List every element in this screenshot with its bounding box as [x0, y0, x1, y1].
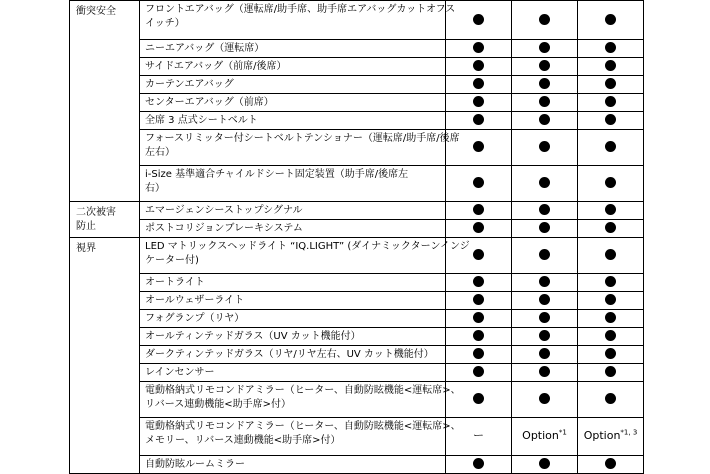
value-cell [578, 76, 644, 94]
item-cell [140, 274, 446, 292]
standard-dot-icon [539, 14, 550, 25]
item-label: ニーエアバッグ（運転席） [145, 43, 265, 54]
not-available-dash: ー [473, 429, 484, 442]
item-label: レインセンサー [145, 367, 215, 378]
value-cell [446, 310, 512, 328]
value-cell [512, 40, 578, 58]
table-row [70, 166, 644, 202]
item-cell [140, 130, 460, 166]
item-label: イッチ） [145, 18, 185, 29]
item-label: i-Size 基準適合チャイルドシート固定装置（助手席/後席左 [145, 169, 409, 180]
value-cell [512, 1, 578, 40]
table-row [70, 1, 644, 40]
value-cell [446, 220, 512, 238]
value-cell [578, 382, 644, 418]
item-cell [140, 310, 446, 328]
item-label: 電動格納式リモコンドアミラー（ヒーター、自動防眩機能<運転席>、 [145, 421, 461, 432]
standard-dot-icon [473, 177, 484, 188]
category-cell [70, 238, 140, 474]
item-label: 全席 3 点式シートベルト [145, 115, 258, 126]
value-cell [446, 58, 512, 76]
standard-dot-icon [539, 312, 550, 323]
standard-dot-icon [605, 177, 616, 188]
table-row [70, 58, 644, 76]
standard-dot-icon [539, 78, 550, 89]
value-cell [446, 112, 512, 130]
value-cell [512, 202, 578, 220]
item-cell [140, 382, 461, 418]
value-cell [446, 456, 512, 474]
standard-dot-icon [473, 96, 484, 107]
standard-dot-icon [605, 204, 616, 215]
item-label: サイドエアバッグ（前席/後席） [145, 61, 287, 72]
value-cell [578, 202, 644, 220]
standard-dot-icon [539, 393, 550, 404]
value-cell [446, 328, 512, 346]
value-cell [578, 328, 644, 346]
value-cell [512, 238, 578, 274]
standard-dot-icon [539, 249, 550, 260]
value-cell [578, 346, 644, 364]
standard-dot-icon [539, 60, 550, 71]
category-cell [70, 202, 140, 238]
option-text: Option [522, 429, 559, 442]
table-row [70, 418, 644, 456]
table-row [70, 202, 644, 220]
standard-dot-icon [539, 114, 550, 125]
standard-dot-icon [605, 60, 616, 71]
item-label: エマージェンシーストップシグナル [145, 205, 303, 216]
standard-dot-icon [539, 366, 550, 377]
standard-dot-icon [473, 366, 484, 377]
standard-dot-icon [605, 366, 616, 377]
standard-dot-icon [473, 204, 484, 215]
standard-dot-icon [605, 96, 616, 107]
item-label: カーテンエアバッグ [145, 79, 234, 90]
item-label: センターエアバッグ（前席） [145, 97, 274, 108]
item-label: メモリー、リバース連動機能<助手席>付） [145, 435, 341, 446]
value-cell [446, 76, 512, 94]
value-cell [512, 274, 578, 292]
item-cell [140, 364, 446, 382]
value-cell [512, 220, 578, 238]
standard-dot-icon [605, 222, 616, 233]
item-label: 左右） [145, 147, 175, 158]
value-cell [512, 130, 578, 166]
table-row [70, 94, 644, 112]
option-footnote: *1, 3 [620, 428, 638, 437]
standard-dot-icon [605, 458, 616, 469]
standard-dot-icon [539, 276, 550, 287]
standard-dot-icon [473, 141, 484, 152]
standard-dot-icon [539, 222, 550, 233]
standard-dot-icon [473, 14, 484, 25]
item-label: 自動防眩ルームミラー [145, 459, 245, 470]
item-cell [140, 40, 446, 58]
value-cell [578, 418, 644, 456]
standard-dot-icon [605, 42, 616, 53]
standard-dot-icon [605, 78, 616, 89]
value-cell [446, 274, 512, 292]
standard-dot-icon [539, 294, 550, 305]
item-label: オールティンテッドガラス（UV カット機能付） [145, 331, 361, 342]
option-label [584, 429, 638, 442]
value-cell [578, 292, 644, 310]
item-label: ダークティンテッドガラス（リヤ/リヤ左右、UV カット機能付） [145, 349, 434, 360]
table-row [70, 310, 644, 328]
value-cell [512, 456, 578, 474]
value-cell [446, 364, 512, 382]
table-row [70, 130, 644, 166]
table-row [70, 238, 644, 274]
standard-dot-icon [539, 348, 550, 359]
value-cell [446, 292, 512, 310]
value-cell [512, 112, 578, 130]
category-label: 視界 [76, 243, 96, 254]
item-cell [140, 346, 446, 364]
table-row [70, 292, 644, 310]
item-cell [140, 292, 446, 310]
value-cell [578, 130, 644, 166]
value-cell [578, 94, 644, 112]
standard-dot-icon [473, 60, 484, 71]
table-row [70, 76, 644, 94]
item-label: LED マトリックスヘッドライト “IQ.LIGHT” (ダイナミックターンインジ [145, 241, 470, 252]
value-cell [446, 40, 512, 58]
item-cell [140, 166, 446, 202]
value-cell [512, 94, 578, 112]
item-label: ケーター付) [145, 255, 199, 266]
value-cell [512, 364, 578, 382]
category-label: 二次被害 [76, 207, 116, 218]
item-cell [140, 418, 461, 456]
value-cell [446, 1, 512, 40]
item-cell [140, 94, 446, 112]
standard-dot-icon [539, 204, 550, 215]
standard-dot-icon [473, 458, 484, 469]
standard-dot-icon [473, 312, 484, 323]
category-label: 防止 [76, 221, 96, 232]
value-cell [578, 58, 644, 76]
standard-dot-icon [473, 114, 484, 125]
standard-dot-icon [605, 141, 616, 152]
table-row [70, 220, 644, 238]
standard-dot-icon [539, 96, 550, 107]
table-row [70, 274, 644, 292]
value-cell [512, 166, 578, 202]
value-cell [578, 274, 644, 292]
value-cell [512, 76, 578, 94]
standard-dot-icon [473, 330, 484, 341]
standard-dot-icon [539, 42, 550, 53]
item-cell [140, 1, 456, 40]
value-cell [578, 238, 644, 274]
item-label: フロントエアバッグ（運転席/助手席、助手席エアバッグカットオフス [145, 4, 456, 15]
standard-dot-icon [605, 393, 616, 404]
item-cell [140, 112, 446, 130]
value-cell [446, 202, 512, 220]
standard-dot-icon [473, 42, 484, 53]
value-cell [512, 328, 578, 346]
standard-dot-icon [473, 294, 484, 305]
value-cell [512, 310, 578, 328]
standard-dot-icon [539, 458, 550, 469]
value-cell [446, 94, 512, 112]
standard-dot-icon [473, 348, 484, 359]
value-cell [512, 58, 578, 76]
option-footnote: *1 [558, 428, 567, 437]
item-label: フォースリミッター付シートベルトテンショナー（運転席/助手席/後席 [145, 133, 460, 144]
item-cell [140, 220, 446, 238]
standard-dot-icon [605, 312, 616, 323]
value-cell [578, 40, 644, 58]
item-cell [140, 76, 446, 94]
standard-dot-icon [605, 276, 616, 287]
standard-dot-icon [605, 294, 616, 305]
standard-dot-icon [539, 330, 550, 341]
standard-dot-icon [605, 14, 616, 25]
value-cell [512, 292, 578, 310]
item-label: オートライト [145, 277, 205, 288]
option-label [522, 429, 567, 442]
item-cell [140, 58, 446, 76]
category-cell [70, 1, 140, 202]
value-cell [578, 220, 644, 238]
item-label: 右） [145, 183, 165, 194]
item-label: ポストコリジョンブレーキシステム [145, 223, 303, 234]
table-row [70, 346, 644, 364]
table-row [70, 456, 644, 474]
value-cell [512, 418, 578, 456]
equipment-table [69, 0, 644, 474]
option-text: Option [583, 429, 621, 442]
value-cell [578, 166, 644, 202]
standard-dot-icon [473, 393, 484, 404]
standard-dot-icon [605, 249, 616, 260]
item-cell [140, 238, 470, 274]
item-label: フォグランプ（リヤ） [145, 313, 245, 324]
standard-dot-icon [473, 78, 484, 89]
value-cell [512, 382, 578, 418]
item-cell [140, 202, 446, 220]
table-row [70, 364, 644, 382]
table-row [70, 328, 644, 346]
value-cell [578, 364, 644, 382]
category-label: 衝突安全 [76, 6, 116, 17]
table-row [70, 382, 644, 418]
item-cell [140, 328, 446, 346]
standard-dot-icon [605, 114, 616, 125]
item-label: リバース連動機能<助手席>付） [145, 399, 291, 410]
standard-dot-icon [605, 348, 616, 359]
item-label: 電動格納式リモコンドアミラー（ヒーター、自動防眩機能<運転席>、 [145, 385, 461, 396]
value-cell [578, 310, 644, 328]
standard-dot-icon [473, 222, 484, 233]
standard-dot-icon [605, 330, 616, 341]
item-label: オールウェザーライト [145, 295, 245, 306]
value-cell [578, 456, 644, 474]
value-cell [446, 346, 512, 364]
value-cell [512, 346, 578, 364]
standard-dot-icon [473, 276, 484, 287]
item-cell [140, 456, 446, 474]
standard-dot-icon [539, 141, 550, 152]
value-cell [446, 166, 512, 202]
table-row [70, 40, 644, 58]
standard-dot-icon [473, 249, 484, 260]
standard-dot-icon [539, 177, 550, 188]
value-cell [578, 1, 644, 40]
table-row [70, 112, 644, 130]
value-cell [578, 112, 644, 130]
